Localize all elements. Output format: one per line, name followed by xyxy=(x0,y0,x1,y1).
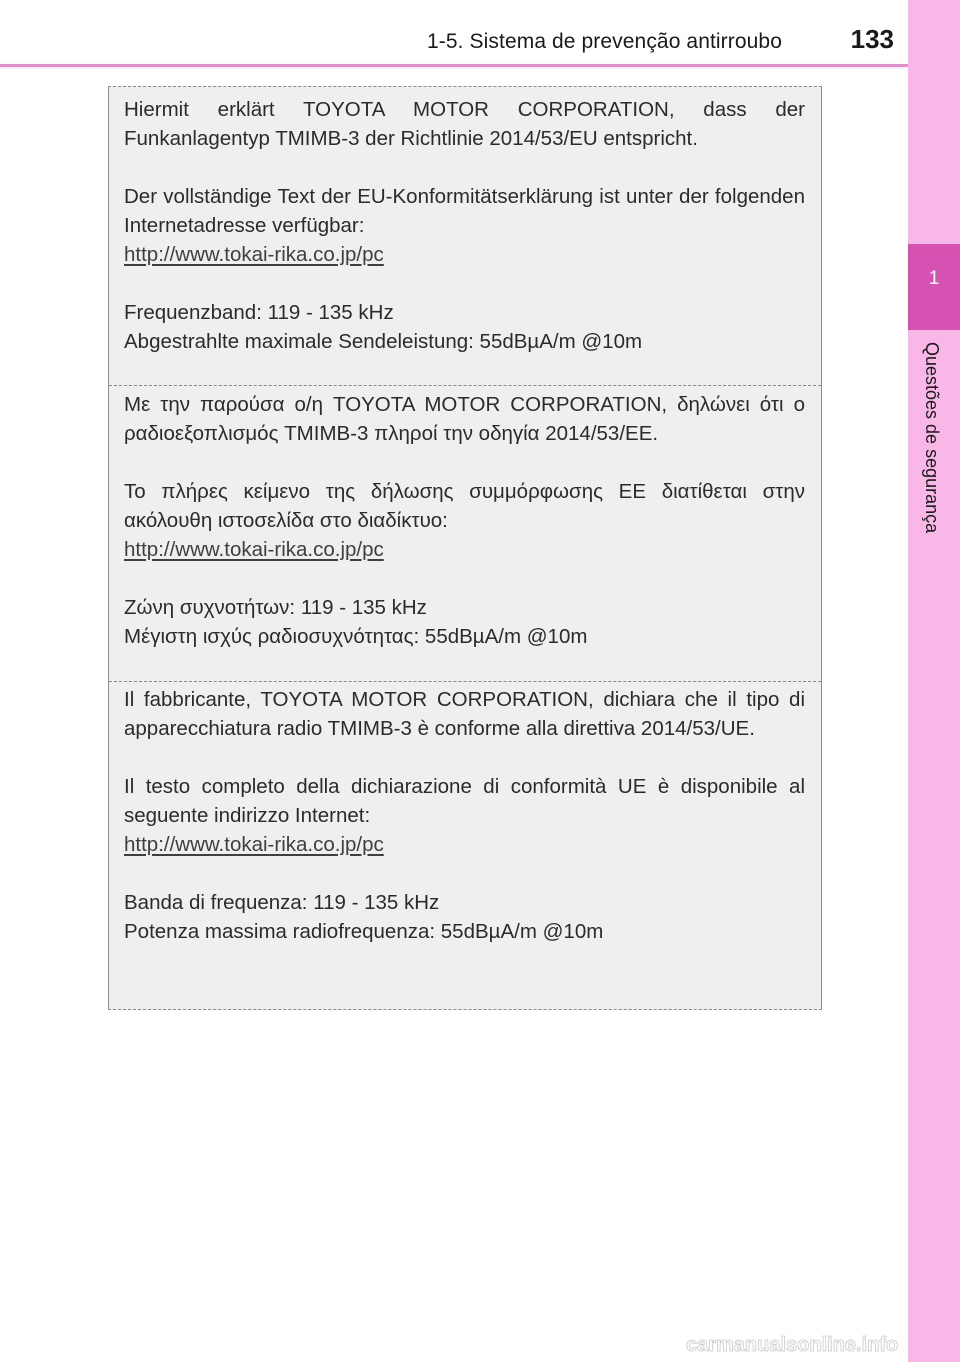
declaration-text: Il fabbricante, TOYOTA MOTOR CORPORATION, dichiara che il tipo di apparecchiatura radio TMIMB-3 è conforme alla direttiva 2014/53/UE. xyxy=(124,688,805,740)
max-power-text: Potenza massima radiofrequenza: 55dBµA/m @10m xyxy=(124,920,604,943)
frequency-band-text: Ζώνη συχνοτήτων: 119 - 135 kHz xyxy=(124,596,427,619)
frequency-band-text: Banda di frequenza: 119 - 135 kHz xyxy=(124,891,440,914)
max-power-text: Μέγιστη ισχύς ραδιοσυχνότητας: 55dBµA/m @10m xyxy=(124,625,588,648)
declaration-url[interactable]: http://www.tokai-rika.co.jp/pc xyxy=(124,833,384,856)
declaration-url[interactable]: http://www.tokai-rika.co.jp/pc xyxy=(124,243,384,266)
availability-text: Der vollständige Text der EU-Konformitätserklärung ist unter der folgenden Internetadresse verfügbar: xyxy=(124,185,805,237)
section-title: 1-5. Sistema de prevenção antirroubo xyxy=(427,30,782,53)
italian-declaration xyxy=(109,685,821,946)
section-divider xyxy=(109,385,821,386)
availability-text: Il testo completo della dichiarazione di conformità UE è disponibile al seguente indirizzo Internet: xyxy=(124,775,805,827)
section-divider xyxy=(109,681,821,682)
chapter-title: Questões de segurança xyxy=(922,342,942,534)
declaration-url[interactable]: http://www.tokai-rika.co.jp/pc xyxy=(124,538,384,561)
max-power-text: Abgestrahlte maximale Sendeleistung: 55dBµA/m @10m xyxy=(124,330,643,353)
declaration-text: Με την παρούσα ο/η TOYOTA MOTOR CORPORATION, δηλώνει ότι ο ραδιοεξοπλισμός TMIMB-3 πληροί την οδηγία 2014/53/ΕΕ. xyxy=(124,393,805,445)
header-rule xyxy=(0,64,908,67)
chapter-side-tab xyxy=(908,0,960,1362)
chapter-number: 1 xyxy=(928,268,940,289)
availability-text: Το πλήρες κείμενο της δήλωσης συμμόρφωσης ΕΕ διατίθεται στην ακόλουθη ιστοσελίδα στο διαδίκτυο: xyxy=(124,480,805,532)
conformity-declaration-box xyxy=(108,86,822,1010)
frequency-band-text: Frequenzband: 119 - 135 kHz xyxy=(124,301,394,324)
svg-text:carmanualsonline.info: carmanualsonline.info xyxy=(686,1334,899,1356)
page-header xyxy=(0,0,908,66)
german-declaration xyxy=(109,95,821,356)
greek-declaration xyxy=(109,390,821,651)
page-number: 133 xyxy=(850,24,894,54)
chapter-number-block xyxy=(908,244,960,330)
site-watermark xyxy=(684,1330,904,1358)
declaration-text: Hiermit erklärt TOYOTA MOTOR CORPORATION, dass der Funkanlagentyp TMIMB-3 der Richtlinie 2014/53/EU entspricht. xyxy=(124,98,805,150)
